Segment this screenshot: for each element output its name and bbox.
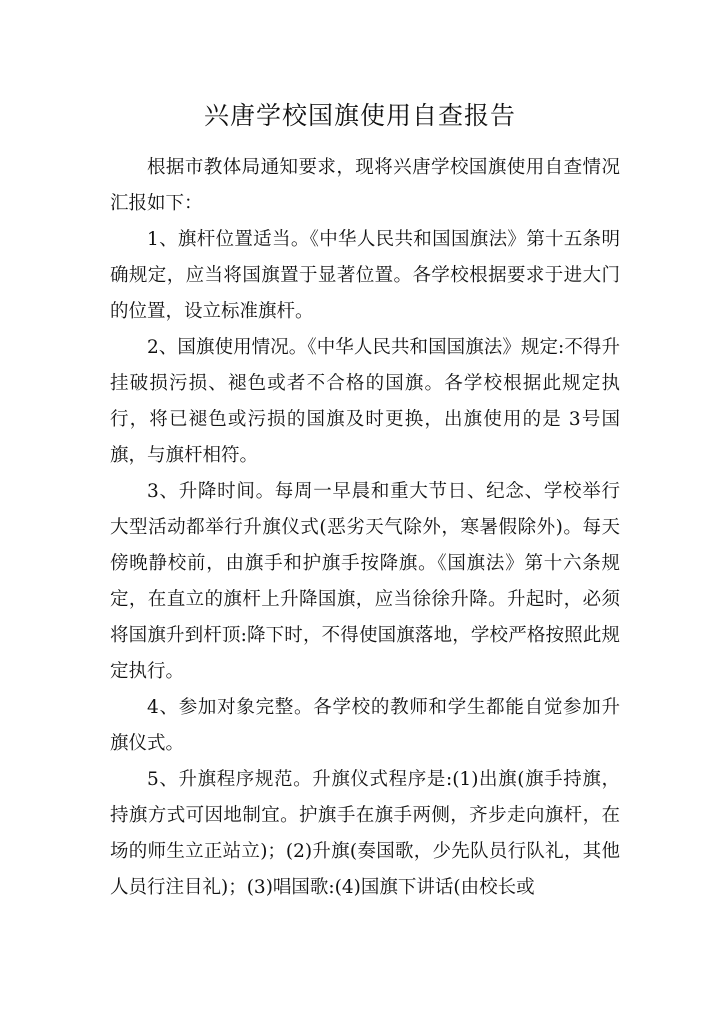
paragraph-flagpole-position: 1、旗杆位置适当。《中华人民共和国国旗法》第十五条明确规定，应当将国旗置于显著位置。各学校根据要求于进大门的位置，设立标准旗杆。 xyxy=(110,229,620,322)
paragraph-ceremony-procedure: 5、升旗程序规范。升旗仪式程序是:(1)出旗(旗手持旗，持旗方式可因地制宜。护旗手在旗手两侧，齐步走向旗杆，在场的师生立正站立)；(2)升旗(奏国歌，少先队员行队礼，其他人员行注目礼)；(3)唱国歌:(4)国旗下讲话(由校长或 xyxy=(110,769,620,898)
paragraph-flag-usage: 2、国旗使用情况。《中华人民共和国国旗法》规定:不得升挂破损污损、褪色或者不合格的国旗。各学校根据此规定执行，将已褪色或污损的国旗及时更换，出旗使用的是 3号国旗，与旗杆相符。 xyxy=(110,337,620,466)
paragraph-participants: 4、参加对象完整。各学校的教师和学生都能自觉参加升旗仪式。 xyxy=(110,697,620,754)
document-title: 兴唐学校国旗使用自查报告 xyxy=(203,101,516,130)
paragraph-intro: 根据市教体局通知要求，现将兴唐学校国旗使用自查情况汇报如下： xyxy=(110,157,620,214)
document-body xyxy=(110,150,620,906)
paragraph-raising-lowering-time: 3、升降时间。每周一早晨和重大节日、纪念、学校举行大型活动都举行升旗仪式(恶劣天气除外，寒暑假除外)。每天傍晚静校前，由旗手和护旗手按降旗。《国旗法》第十六条规定，在直立的旗杆上升降国旗，应当徐徐升降。升起时，必须将国旗升到杆顶:降下时，不得使国旗落地，学校严格按照此规定执行。 xyxy=(110,481,620,682)
